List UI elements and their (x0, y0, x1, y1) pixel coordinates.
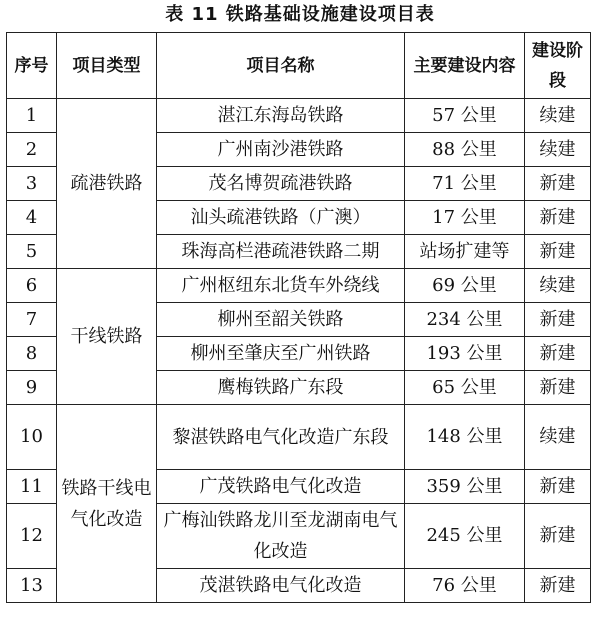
row-name: 黎湛铁路电气化改造广东段 (157, 405, 405, 470)
row-stage: 新建 (525, 504, 591, 569)
row-index: 7 (7, 303, 57, 337)
header-row (7, 33, 591, 99)
group-label: 疏港铁路 (57, 99, 157, 269)
row-name: 珠海高栏港疏港铁路二期 (157, 235, 405, 269)
row-index: 11 (7, 470, 57, 504)
row-content: 69 公里 (405, 269, 525, 303)
header-stage: 建设阶段 (525, 33, 591, 99)
header-index: 序号 (7, 33, 57, 99)
row-name: 广茂铁路电气化改造 (157, 470, 405, 504)
row-content: 148 公里 (405, 405, 525, 470)
row-content: 71 公里 (405, 167, 525, 201)
row-stage: 新建 (525, 235, 591, 269)
row-index: 8 (7, 337, 57, 371)
row-content: 站场扩建等 (405, 235, 525, 269)
row-content: 65 公里 (405, 371, 525, 405)
row-index: 4 (7, 201, 57, 235)
group-label: 铁路干线电气化改造 (57, 405, 157, 603)
row-content: 234 公里 (405, 303, 525, 337)
row-content: 359 公里 (405, 470, 525, 504)
row-name: 广梅汕铁路龙川至龙湖南电气化改造 (157, 504, 405, 569)
row-index: 10 (7, 405, 57, 470)
row-stage: 新建 (525, 371, 591, 405)
row-index: 12 (7, 504, 57, 569)
header-content: 主要建设内容 (405, 33, 525, 99)
row-index: 1 (7, 99, 57, 133)
header-type: 项目类型 (57, 33, 157, 99)
row-index: 3 (7, 167, 57, 201)
row-name: 柳州至肇庆至广州铁路 (157, 337, 405, 371)
row-content: 57 公里 (405, 99, 525, 133)
row-stage: 新建 (525, 569, 591, 603)
table-title: 表 11 铁路基础设施建设项目表 (165, 4, 435, 25)
row-name: 广州南沙港铁路 (157, 133, 405, 167)
row-index: 5 (7, 235, 57, 269)
row-stage: 续建 (525, 99, 591, 133)
table-row (7, 99, 591, 133)
table-row (7, 405, 591, 470)
row-content: 193 公里 (405, 337, 525, 371)
row-stage: 新建 (525, 470, 591, 504)
row-index: 2 (7, 133, 57, 167)
railway-projects-table (6, 32, 591, 603)
row-stage: 新建 (525, 201, 591, 235)
row-content: 245 公里 (405, 504, 525, 569)
row-name: 柳州至韶关铁路 (157, 303, 405, 337)
row-content: 88 公里 (405, 133, 525, 167)
row-index: 13 (7, 569, 57, 603)
row-stage: 新建 (525, 303, 591, 337)
row-content: 76 公里 (405, 569, 525, 603)
row-name: 广州枢纽东北货车外绕线 (157, 269, 405, 303)
row-name: 茂湛铁路电气化改造 (157, 569, 405, 603)
row-index: 6 (7, 269, 57, 303)
row-stage: 续建 (525, 269, 591, 303)
row-stage: 续建 (525, 133, 591, 167)
row-stage: 新建 (525, 337, 591, 371)
row-index: 9 (7, 371, 57, 405)
table-row (7, 269, 591, 303)
row-name: 茂名博贺疏港铁路 (157, 167, 405, 201)
row-name: 湛江东海岛铁路 (157, 99, 405, 133)
row-name: 鹰梅铁路广东段 (157, 371, 405, 405)
row-stage: 新建 (525, 167, 591, 201)
group-label: 干线铁路 (57, 269, 157, 405)
row-stage: 续建 (525, 405, 591, 470)
row-content: 17 公里 (405, 201, 525, 235)
row-name: 汕头疏港铁路（广澳） (157, 201, 405, 235)
header-name: 项目名称 (157, 33, 405, 99)
